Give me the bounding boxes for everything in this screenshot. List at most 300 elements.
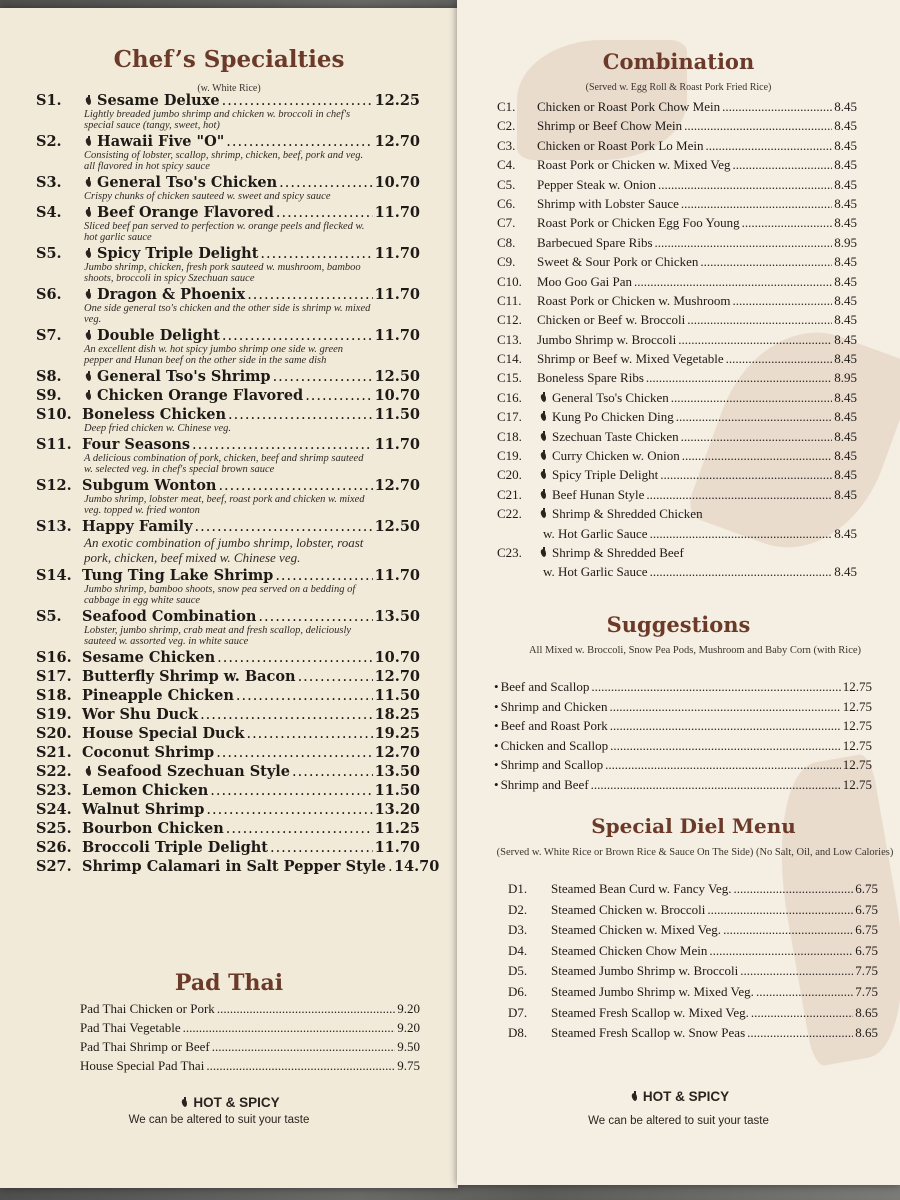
item-name-continued: w. Hot Garlic Sauce (543, 525, 648, 541)
item-name: Seafood Combination (82, 608, 257, 625)
item-price: 6.75 (855, 922, 878, 938)
dot-leader (292, 763, 373, 780)
item-description: One side general tso's chicken and the other side is shrimp w. mixed veg. (84, 303, 371, 325)
menu-item-row (36, 744, 420, 761)
item-name: Pineapple Chicken (82, 687, 234, 704)
menu-item-row (497, 370, 857, 389)
menu-item-row (497, 409, 857, 428)
menu-item-row (36, 477, 420, 494)
dot-leader (678, 332, 832, 348)
item-code: S1. (36, 92, 62, 109)
menu-item-row (36, 725, 420, 742)
menu-item-row (36, 436, 420, 453)
bullet-icon: • (494, 679, 499, 694)
item-name: Shrimp and Scallop (500, 757, 604, 773)
menu-item-row (508, 881, 878, 902)
item-code: D8. (508, 1025, 528, 1041)
special-diet-title: Special Diel Menu (591, 814, 796, 838)
item-name: Sesame Deluxe (97, 92, 220, 109)
item-name: Beef and Roast Pork (500, 718, 608, 734)
dot-leader (591, 679, 840, 695)
dot-leader (733, 157, 833, 173)
item-code: S18. (36, 687, 72, 704)
item-price: 8.45 (834, 351, 857, 367)
dot-leader (655, 235, 833, 251)
item-name: Chicken Orange Flavored (97, 387, 304, 404)
suggestions-note: All Mixed w. Broccoli, Snow Pea Pods, Mushroom and Baby Corn (with Rice) (528, 645, 862, 656)
menu-item (36, 204, 420, 243)
item-name: Wor Shu Duck (82, 706, 199, 723)
item-code: S13. (36, 518, 72, 535)
bullet-icon: • (494, 776, 499, 792)
item-price: 11.50 (374, 687, 420, 704)
dot-leader (681, 196, 832, 212)
item-description: An excellent dish w. hot spicy jumbo shrimp one side w. green pepper and Hunan beef on the other side in the same dish (84, 344, 344, 366)
item-price: 7.75 (855, 983, 878, 999)
item-description: A delicious combination of pork, chicken, beef and shrimp sauteed w. selected veg. in chef's special brown sauce (84, 453, 364, 475)
dot-leader (183, 1020, 396, 1036)
item-price: 12.75 (842, 737, 872, 753)
pepper-icon (85, 207, 92, 217)
menu-item-row (36, 92, 420, 109)
menu-item-row (80, 1058, 420, 1077)
item-price: 6.75 (855, 881, 878, 896)
item-name: Chicken or Roast Pork Lo Mein (537, 137, 704, 153)
menu-item-row (497, 254, 857, 273)
item-name: Happy Family (82, 518, 193, 535)
dot-leader (605, 757, 841, 773)
menu-item-row (497, 564, 857, 583)
item-description: Jumbo shrimp, lobster meat, beef, roast pork and chicken w. mixed veg. topped w. fried wonton (84, 494, 365, 516)
item-price: 11.70 (374, 567, 420, 584)
item-price: 11.25 (374, 820, 420, 837)
item-description: Jumbo shrimp, chicken, fresh pork sauteed w. mushroom, bamboo shoots, broccoli in spicy Szechuan sauce (84, 262, 361, 284)
pepper-icon (85, 136, 92, 146)
item-price: 13.50 (374, 608, 420, 625)
menu-item-row (497, 138, 857, 157)
item-name: Broccoli Triple Delight (82, 839, 268, 856)
menu-item-row (36, 245, 420, 262)
dot-leader (740, 963, 853, 979)
menu-item (36, 820, 420, 837)
item-price: 8.45 (834, 118, 857, 134)
item-name: Jumbo Shrimp w. Broccoli (537, 331, 677, 347)
item-code: C9. (497, 254, 516, 270)
item-name: Pad Thai Chicken or Pork (80, 1001, 215, 1016)
altered-note: We can be altered to suit your taste (128, 1114, 310, 1126)
item-price: 11.50 (374, 782, 420, 799)
item-name: Shrimp & Shredded Chicken (552, 506, 703, 522)
item-price: 8.45 (834, 448, 857, 464)
item-price: 11.70 (374, 286, 420, 303)
item-code: C8. (497, 234, 516, 250)
menu-item (36, 725, 420, 742)
menu-item-row (36, 286, 420, 303)
menu-item-row (497, 467, 857, 486)
item-name: Shrimp & Shredded Beef (552, 544, 684, 560)
dot-leader (747, 1025, 853, 1041)
item-name: Double Delight (97, 327, 220, 344)
pepper-icon (85, 330, 92, 340)
item-code: C6. (497, 195, 516, 211)
dot-leader (236, 687, 373, 704)
item-name: Shrimp and Chicken (500, 698, 608, 714)
item-name: House Special Pad Thai (80, 1058, 205, 1073)
item-code: S22. (36, 763, 72, 780)
menu-item-row (497, 293, 857, 312)
menu-item-row (80, 1001, 420, 1020)
item-name: Boneless Chicken (82, 406, 227, 423)
menu-item-row (36, 327, 420, 344)
dot-leader (660, 467, 832, 483)
item-code: C10. (497, 273, 522, 289)
item-description: Lightly breaded jumbo shrimp and chicken w. broccoli in chef's special sauce (tangy, sweet, hot) (84, 109, 351, 131)
menu-item-row (80, 1039, 420, 1058)
item-price: 8.45 (834, 564, 857, 580)
item-price: 12.25 (374, 92, 420, 109)
item-code: D4. (508, 942, 528, 958)
menu-item-row (36, 368, 420, 385)
menu-item-row (508, 922, 878, 943)
item-name: Chicken or Beef w. Broccoli (537, 312, 686, 328)
dot-leader (734, 881, 854, 897)
item-name: Chicken and Scallop (500, 737, 609, 753)
item-price: 7.75 (855, 963, 878, 979)
menu-item (36, 245, 420, 284)
item-price: 8.45 (834, 157, 857, 173)
item-code: S6. (36, 286, 62, 303)
item-code: S19. (36, 706, 72, 723)
pad-thai-list (80, 1001, 420, 1077)
dot-leader (723, 922, 853, 938)
menu-item-row (36, 687, 420, 704)
item-price: 8.45 (834, 331, 857, 347)
item-code: S14. (36, 567, 72, 584)
item-name: Coconut Shrimp (82, 744, 215, 761)
item-name: Curry Chicken w. Onion (552, 448, 680, 464)
pepper-icon (540, 489, 547, 499)
menu-item (36, 92, 420, 131)
item-name: Butterfly Shrimp w. Bacon (82, 668, 296, 685)
menu-item-row (36, 782, 420, 799)
item-name: Steamed Bean Curd w. Fancy Veg. (551, 881, 732, 896)
dot-leader (217, 649, 372, 666)
menu-item-row (36, 706, 420, 723)
item-price: 8.45 (834, 254, 857, 270)
item-description: Deep fried chicken w. Chinese veg. (84, 423, 232, 434)
pepper-icon (85, 289, 92, 299)
dot-leader (298, 668, 373, 685)
item-code: S20. (36, 725, 72, 742)
menu-item (36, 133, 420, 172)
menu-item-row (494, 777, 872, 797)
item-price: 12.75 (842, 679, 872, 694)
item-name: General Tso's Chicken (97, 174, 278, 191)
dot-leader (634, 274, 832, 290)
menu-item-row (497, 274, 857, 293)
chef-specialties-note: (w. White Rice) (197, 83, 261, 94)
item-name: Steamed Jumbo Shrimp w. Mixed Veg. (551, 983, 754, 999)
item-code: C11. (497, 292, 522, 308)
menu-item-row (497, 312, 857, 331)
item-name-continued: w. Hot Garlic Sauce (543, 564, 648, 580)
dot-leader (591, 777, 841, 793)
pepper-icon (85, 248, 92, 258)
item-price: 19.25 (374, 725, 420, 742)
dot-leader (192, 436, 373, 453)
special-diet-list (508, 881, 878, 1046)
item-code: S16. (36, 649, 72, 666)
pepper-icon (540, 469, 547, 479)
dot-leader (658, 177, 832, 193)
dot-leader (650, 526, 833, 542)
dot-leader (610, 718, 841, 734)
item-description: Sliced beef pan served to perfection w. orange peels and flecked w. hot garlic sauce (84, 221, 365, 243)
combination-list (497, 99, 857, 584)
menu-item-row (36, 387, 420, 404)
menu-item (36, 763, 420, 780)
item-code: S11. (36, 436, 72, 453)
item-name: Roast Pork or Chicken Egg Foo Young (537, 215, 740, 231)
item-code: S27. (36, 858, 72, 875)
menu-item-row (36, 567, 420, 584)
dot-leader (705, 138, 832, 154)
menu-item-row (508, 963, 878, 984)
item-name: Beef and Scallop (500, 679, 590, 694)
item-price: 8.45 (834, 312, 857, 328)
pepper-icon (540, 411, 547, 421)
dot-leader (226, 133, 372, 150)
item-name: Spicy Triple Delight (97, 245, 259, 262)
item-code: S17. (36, 668, 72, 685)
item-price: 13.20 (374, 801, 420, 818)
dot-leader (388, 858, 392, 875)
item-description: Crispy chunks of chicken sauteed w. sweet and spicy sauce (84, 191, 331, 202)
menu-item (36, 608, 420, 647)
item-name: Tung Ting Lake Shrimp (82, 567, 274, 584)
menu-item (36, 567, 420, 606)
item-description: Jumbo shrimp, bamboo shoots, snow pea served on a bedding of cabbage in egg white sauce (84, 584, 356, 606)
item-code: C1. (497, 99, 516, 114)
item-description: Lobster, jumbo shrimp, crab meat and fresh scallop, deliciously sauteed w. assorted veg. in white sauce (84, 625, 352, 647)
menu-item-row (36, 858, 440, 875)
item-code: D6. (508, 983, 528, 999)
dot-leader (210, 782, 372, 799)
dot-leader (671, 390, 833, 406)
dot-leader (732, 293, 832, 309)
bullet-icon: • (494, 737, 499, 753)
menu-item-row (36, 839, 420, 856)
dot-leader (681, 429, 833, 445)
item-name: Pad Thai Vegetable (80, 1020, 181, 1035)
item-code: C17. (497, 409, 522, 425)
item-code: C18. (497, 428, 522, 444)
item-price: 8.45 (834, 176, 857, 192)
dot-leader (222, 92, 373, 109)
menu-item-row (497, 545, 857, 564)
item-name: Moo Goo Gai Pan (537, 273, 632, 289)
item-name: Sesame Chicken (82, 649, 216, 666)
menu-item-row (36, 406, 420, 423)
menu-item-row (497, 99, 857, 118)
dot-leader (305, 387, 372, 404)
item-name: Kung Po Chicken Ding (552, 409, 674, 425)
item-price: 11.70 (374, 245, 420, 262)
menu-item-row (497, 506, 857, 525)
item-price: 8.65 (855, 1025, 878, 1041)
menu-item-row (508, 1025, 878, 1046)
dot-leader (676, 409, 833, 425)
menu-item-row (497, 157, 857, 176)
item-name: Beef Orange Flavored (97, 204, 274, 221)
item-code: C15. (497, 370, 522, 386)
item-name: Boneless Spare Ribs (537, 370, 644, 386)
dot-leader (226, 820, 373, 837)
item-name: Steamed Jumbo Shrimp w. Broccoli (551, 963, 739, 979)
item-name: Steamed Chicken Chow Mein (551, 942, 708, 958)
menu-item-row (494, 679, 872, 699)
item-name: Shrimp with Lobster Sauce (537, 195, 679, 211)
combination-title: Combination (602, 49, 755, 74)
item-price: 11.70 (374, 436, 420, 453)
item-price: 14.70 (393, 858, 440, 875)
dot-leader (751, 1005, 853, 1021)
item-price: 10.70 (374, 174, 420, 191)
item-code: S12. (36, 477, 72, 494)
item-code: S24. (36, 801, 72, 818)
item-price: 9.50 (397, 1039, 420, 1054)
special-diet-note: (Served w. White Rice or Brown Rice & Sauce On The Side) (No Salt, Oil, and Low Calories) (496, 847, 894, 858)
menu-item-row (497, 351, 857, 370)
dot-leader (726, 351, 833, 367)
item-name: Steamed Fresh Scallop w. Snow Peas (551, 1025, 746, 1041)
bullet-icon: • (494, 718, 499, 734)
item-code: S5. (36, 245, 62, 262)
item-price: 12.70 (374, 477, 420, 494)
item-name: Hawaii Five "O" (97, 133, 225, 150)
item-price: 6.75 (855, 901, 878, 917)
bullet-icon: • (494, 757, 499, 773)
item-price: 11.50 (374, 406, 420, 423)
dot-leader (200, 706, 373, 723)
item-code: S7. (36, 327, 62, 344)
item-name: Subgum Wonton (82, 477, 217, 494)
menu-item (36, 858, 440, 875)
item-price: 8.95 (834, 370, 857, 386)
dot-leader (222, 327, 373, 344)
item-name: Spicy Triple Delight (552, 467, 659, 483)
menu-item-row (497, 526, 857, 545)
item-price: 6.75 (855, 942, 878, 958)
menu-item-row (497, 118, 857, 137)
menu-item-row (36, 204, 420, 221)
pepper-icon (85, 177, 92, 187)
item-code: C2. (497, 118, 516, 134)
menu-item-row (494, 738, 872, 758)
menu-item-row (494, 757, 872, 777)
item-name: Steamed Chicken w. Mixed Veg. (551, 922, 722, 938)
menu-item (36, 406, 420, 434)
pad-thai-title: Pad Thai (174, 970, 284, 996)
menu-item (36, 518, 420, 565)
item-code: C7. (497, 215, 516, 231)
pepper-icon (540, 547, 547, 557)
item-price: 12.75 (842, 718, 872, 734)
hot-spicy-label: HOT & SPICY (193, 1095, 280, 1110)
item-price: 8.45 (834, 195, 857, 211)
dot-leader (206, 1058, 395, 1074)
item-name: Roast Pork or Chicken w. Mixed Veg (537, 157, 731, 173)
item-name: Szechuan Taste Chicken (552, 428, 679, 444)
menu-item (36, 477, 420, 516)
menu-item (36, 436, 420, 475)
dot-leader (700, 254, 832, 270)
menu-item-row (80, 1020, 420, 1039)
chef-specialties-title: Chef’s Specialties (113, 46, 345, 73)
item-price: 13.50 (374, 763, 420, 780)
menu-item (36, 668, 420, 685)
item-name: Steamed Fresh Scallop w. Mixed Veg. (551, 1004, 749, 1020)
item-name: Dragon & Phoenix (97, 286, 246, 303)
menu-item-row (497, 429, 857, 448)
item-price: 8.45 (834, 389, 857, 405)
menu-item-row (497, 390, 857, 409)
item-name: House Special Duck (82, 725, 245, 742)
item-code: C5. (497, 176, 516, 192)
menu-item (36, 782, 420, 799)
item-price: 9.75 (397, 1058, 420, 1073)
menu-item (36, 687, 420, 704)
menu-item-row (497, 177, 857, 196)
dot-leader (275, 567, 372, 584)
item-price: 12.50 (374, 368, 420, 385)
dot-leader (610, 738, 841, 754)
item-name: Shrimp Calamari in Salt Pepper Style (82, 858, 386, 875)
item-price: 12.75 (842, 698, 872, 714)
item-code: C19. (497, 448, 522, 464)
menu-item-row (36, 668, 420, 685)
item-name: Chicken or Roast Pork Chow Mein (537, 99, 721, 114)
suggestions-title: Suggestions (606, 612, 751, 637)
item-code: S10. (36, 406, 72, 423)
item-price: 12.70 (374, 133, 420, 150)
dot-leader (195, 518, 373, 535)
item-code: S25. (36, 820, 72, 837)
dot-leader (609, 699, 840, 715)
menu-item (36, 744, 420, 761)
item-price: 8.45 (834, 99, 857, 114)
suggestions-list (494, 679, 872, 797)
item-price: 11.70 (374, 839, 420, 856)
menu-item-row (36, 133, 420, 150)
item-name: Four Seasons (82, 436, 191, 453)
item-price: 8.45 (834, 137, 857, 153)
dot-leader (258, 608, 372, 625)
item-code: D2. (508, 901, 528, 917)
menu-item-row (36, 608, 420, 625)
item-description: An exotic combination of jumbo shrimp, lobster, roast pork, chicken, beef mixed w. Chinese veg. (84, 535, 364, 565)
menu-item (36, 801, 420, 818)
item-code: C14. (497, 351, 522, 367)
item-price: 11.70 (374, 204, 420, 221)
item-code: S2. (36, 133, 62, 150)
item-code: D5. (508, 963, 528, 979)
hot-spicy-legend (457, 1089, 900, 1104)
dot-leader (687, 312, 832, 328)
item-price: 9.20 (397, 1020, 420, 1035)
item-name: Lemon Chicken (82, 782, 209, 799)
dot-leader (742, 215, 833, 231)
